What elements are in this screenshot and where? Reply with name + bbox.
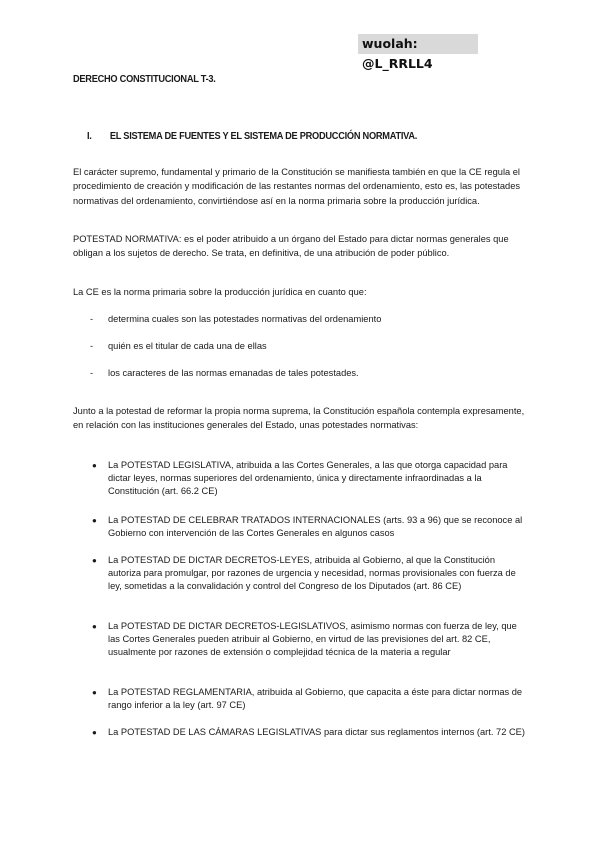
- list-item: [92, 686, 528, 712]
- dash-mark: -: [90, 314, 94, 324]
- section-title: EL SISTEMA DE FUENTES Y EL SISTEMA DE PRODUCCIÓN NORMATIVA.: [109, 130, 418, 142]
- bullet-icon: ●: [92, 688, 97, 697]
- bullet-icon: ●: [92, 556, 97, 565]
- list-item-text: La POTESTAD DE LAS CÁMARAS LEGISLATIVAS para dictar sus reglamentos internos (art. 72 CE): [108, 727, 525, 737]
- ce-primary-paragraph: La CE es la norma primaria sobre la producción jurídica en cuanto que:: [73, 287, 367, 297]
- list-item-text: quién es el titular de cada una de ellas: [108, 341, 267, 351]
- document-title: DERECHO CONSTITUCIONAL T-3.: [73, 73, 216, 85]
- list-item-text: La POTESTAD DE DICTAR DECRETOS-LEYES, atribuida al Gobierno, al que la Constitución autoriza para promulgar, por razones de urgencia y necesidad, normas provisionales con fuerza de ley, sometidas a la convalidación y control del Congreso de los Diputados (art. 86 CE): [108, 555, 516, 591]
- section-heading: [87, 130, 417, 142]
- section-number: I.: [87, 130, 92, 142]
- bullet-icon: ●: [92, 461, 97, 470]
- list-item-text: La POTESTAD REGLAMENTARIA, atribuida al Gobierno, que capacita a éste para dictar normas de rango inferior a la ley (art. 97 CE): [108, 687, 523, 710]
- intro-paragraph: El carácter supremo, fundamental y primario de la Constitución se manifiesta también en que la CE regula el procedimiento de creación y modificación de las restantes normas del ordenamiento, esto es, las potestades normativas del ordenamiento, convirtiéndose así en la norma primaria sobre la producción jurídica.: [73, 167, 521, 206]
- list-item-text: determina cuales son las potestades normativas del ordenamiento: [108, 314, 382, 324]
- dash-mark: -: [90, 368, 94, 378]
- reform-paragraph: Junto a la potestad de reformar la propia norma suprema, la Constitución española contempla expresamente, en relación con las instituciones generales del Estado, unas potestades normativas:: [73, 406, 525, 431]
- list-item-text: La POTESTAD LEGISLATIVA, atribuida a las Cortes Generales, a las que otorga capacidad para dictar leyes, normas superiores del ordenamiento, única y directamente infraordinadas a la Constitución (art. 66.2 CE): [108, 460, 508, 496]
- list-item: [92, 459, 528, 498]
- watermark: wuolah: @L_RRLL4: [358, 34, 478, 54]
- list-item: [92, 554, 528, 593]
- list-item-text: los caracteres de las normas emanadas de tales potestades.: [108, 368, 359, 378]
- list-item: [92, 620, 528, 659]
- list-item: [90, 366, 359, 380]
- list-item: [90, 312, 381, 326]
- bullet-icon: ●: [92, 516, 97, 525]
- bullet-icon: ●: [92, 728, 97, 737]
- definition-paragraph: POTESTAD NORMATIVA: es el poder atribuido a un órgano del Estado para dictar normas generales que obligan a los sujetos de derecho. Se trata, en definitiva, de una atribución de poder público.: [73, 234, 509, 259]
- bullet-icon: ●: [92, 622, 97, 631]
- dash-mark: -: [90, 341, 94, 351]
- list-item-text: La POTESTAD DE CELEBRAR TRATADOS INTERNACIONALES (arts. 93 a 96) que se reconoce al Gobierno con intervención de las Cortes Generales en algunos casos: [108, 515, 523, 538]
- list-item: [92, 514, 528, 540]
- list-item-text: La POTESTAD DE DICTAR DECRETOS-LEGISLATIVOS, asimismo normas con fuerza de ley, que las Cortes Generales pueden atribuir al Gobierno, en virtud de las previsiones del art. 82 CE, usualmente por razones de extensión o complejidad técnica de la materia a regular: [108, 621, 517, 657]
- list-item: [90, 339, 267, 353]
- list-item: [92, 726, 528, 739]
